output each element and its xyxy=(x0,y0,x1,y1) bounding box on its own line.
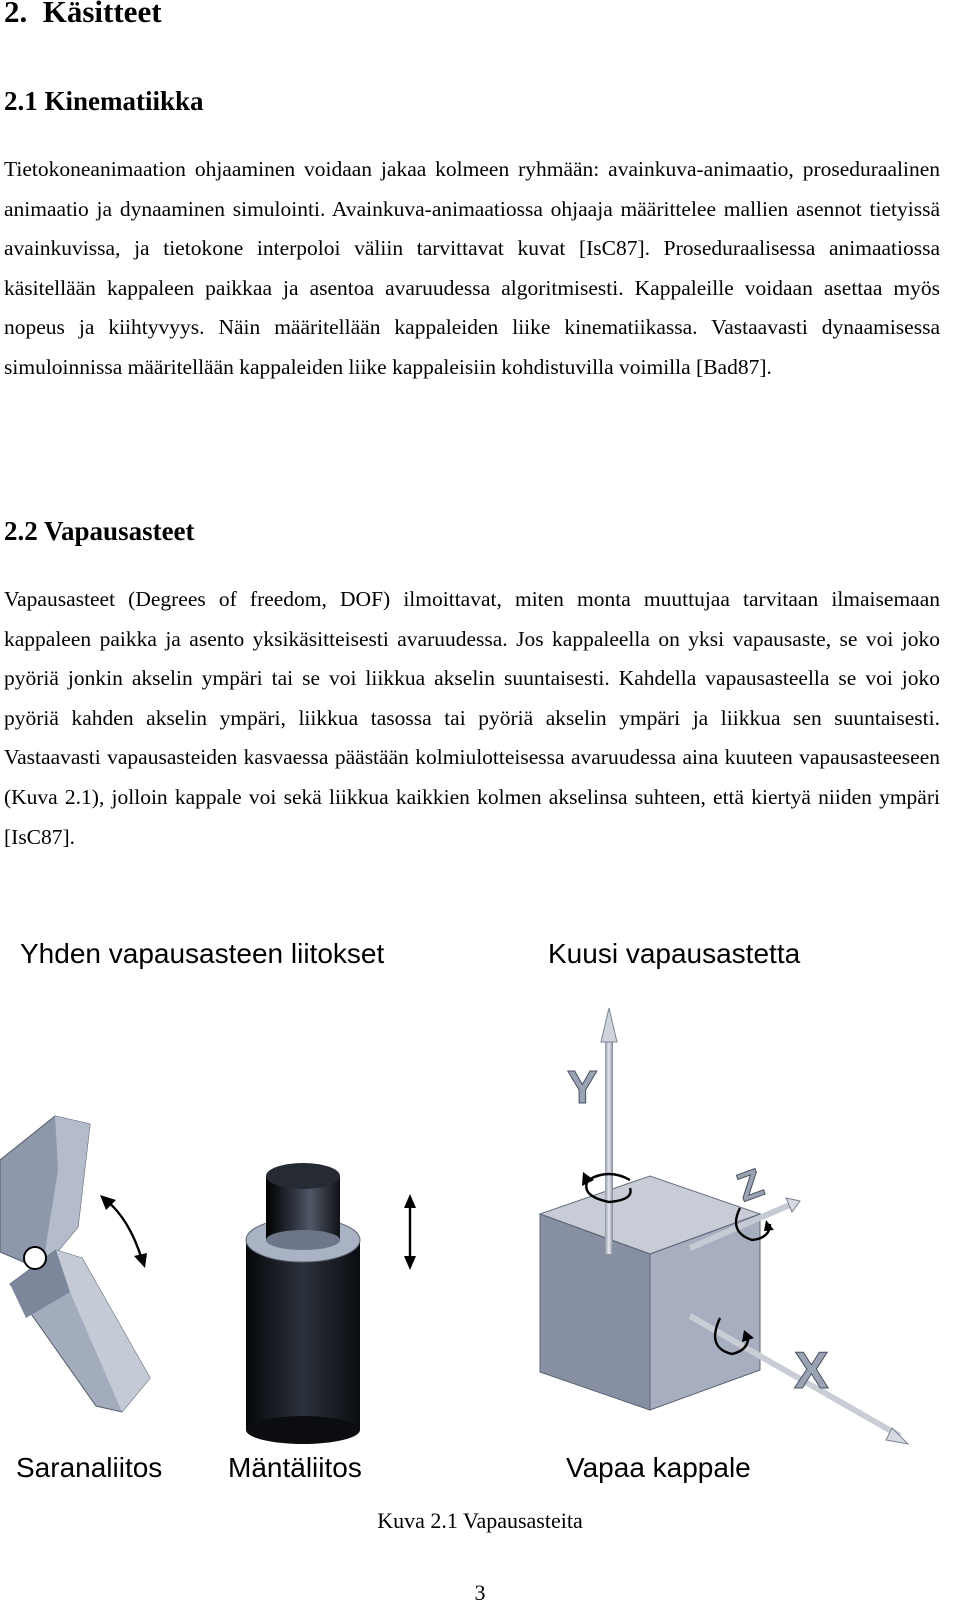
paragraph-kinematiikka: Tietokoneanimaation ohjaaminen voidaan jakaa kolmeen ryhmään: avainkuva-animaatio, proseduraalinen animaatio ja dynaaminen simulointi. Avainkuva-animaatiossa ohjaaja määrittelee mallien asennot tietyissä avainkuvissa, ja tietokone interpoloi väliin tarvittavat kuvat [IsC87]. Proseduraalisessa animaatiossa käsitellään kappaleen paikkaa ja asentoa avaruudessa algoritmisesti. Kappaleille voidaan asettaa myös nopeus ja kiihtyvyys. Näin määritellään kappaleiden liike kinematiikassa. Vastaavasti dynaamisessa simuloinnissa määritellään kappaleiden liike kappaleisiin kohdistuvilla voimilla [Bad87]. xyxy=(4,157,940,379)
axis-label-y: Y xyxy=(567,1061,598,1113)
figure-title-right: Kuusi vapausastetta xyxy=(548,938,801,969)
section-heading-vapausasteet: 2.2 Vapausasteet xyxy=(4,516,195,546)
degrees-of-freedom-illustration xyxy=(0,1000,960,1460)
figure-title-left: Yhden vapausasteen liitokset xyxy=(20,938,385,969)
free-body-cube-shape xyxy=(540,1176,760,1410)
paragraph-vapausasteet: Vapausasteet (Degrees of freedom, DOF) ilmoittavat, miten monta muuttujaa tarvitaan ilmaisemaan kappaleen paikka ja asento yksikäsitteisesti avaruudessa. Jos kappaleella on yksi vapausaste, se voi joko pyöriä jonkin akselin ympäri tai se voi liikkua akselin suuntaisesti. Kahdella vapausasteella se voi joko pyöriä kahden akselin ympäri, liikkua tasossa tai pyöriä akselin ympäri ja liikkua sen suuntaisesti. Vastaavasti vapausasteiden kasvaessa päästään kolmiulotteisessa avaruudessa aina kuuteen vapausasteeseen (Kuva 2.1), jolloin kappale voi sekä liikkua kaikkien kolmen akselinsa suhteen, että kiertyä niiden ympäri [IsC87]. xyxy=(4,587,940,849)
chapter-number: 2. xyxy=(4,0,28,29)
label-free-body: Vapaa kappale xyxy=(566,1452,751,1483)
chapter-title: Käsitteet xyxy=(42,0,162,29)
rotation-arrow-icon xyxy=(100,1195,147,1268)
page-number: 3 xyxy=(474,1580,486,1605)
label-piston-joint: Mäntäliitos xyxy=(228,1452,362,1483)
section-heading-kinematiikka: 2.1 Kinematiikka xyxy=(4,86,204,116)
axis-label-z: Z xyxy=(731,1160,770,1211)
chapter-heading xyxy=(4,0,162,30)
axis-label-x: X xyxy=(794,1342,829,1400)
hinge-joint-shape xyxy=(0,1116,150,1412)
figure-caption: Kuva 2.1 Vapausasteita xyxy=(377,1508,583,1533)
translation-arrow-icon xyxy=(404,1194,416,1270)
label-hinge-joint: Saranaliitos xyxy=(16,1452,163,1483)
piston-joint-shape xyxy=(246,1163,360,1444)
